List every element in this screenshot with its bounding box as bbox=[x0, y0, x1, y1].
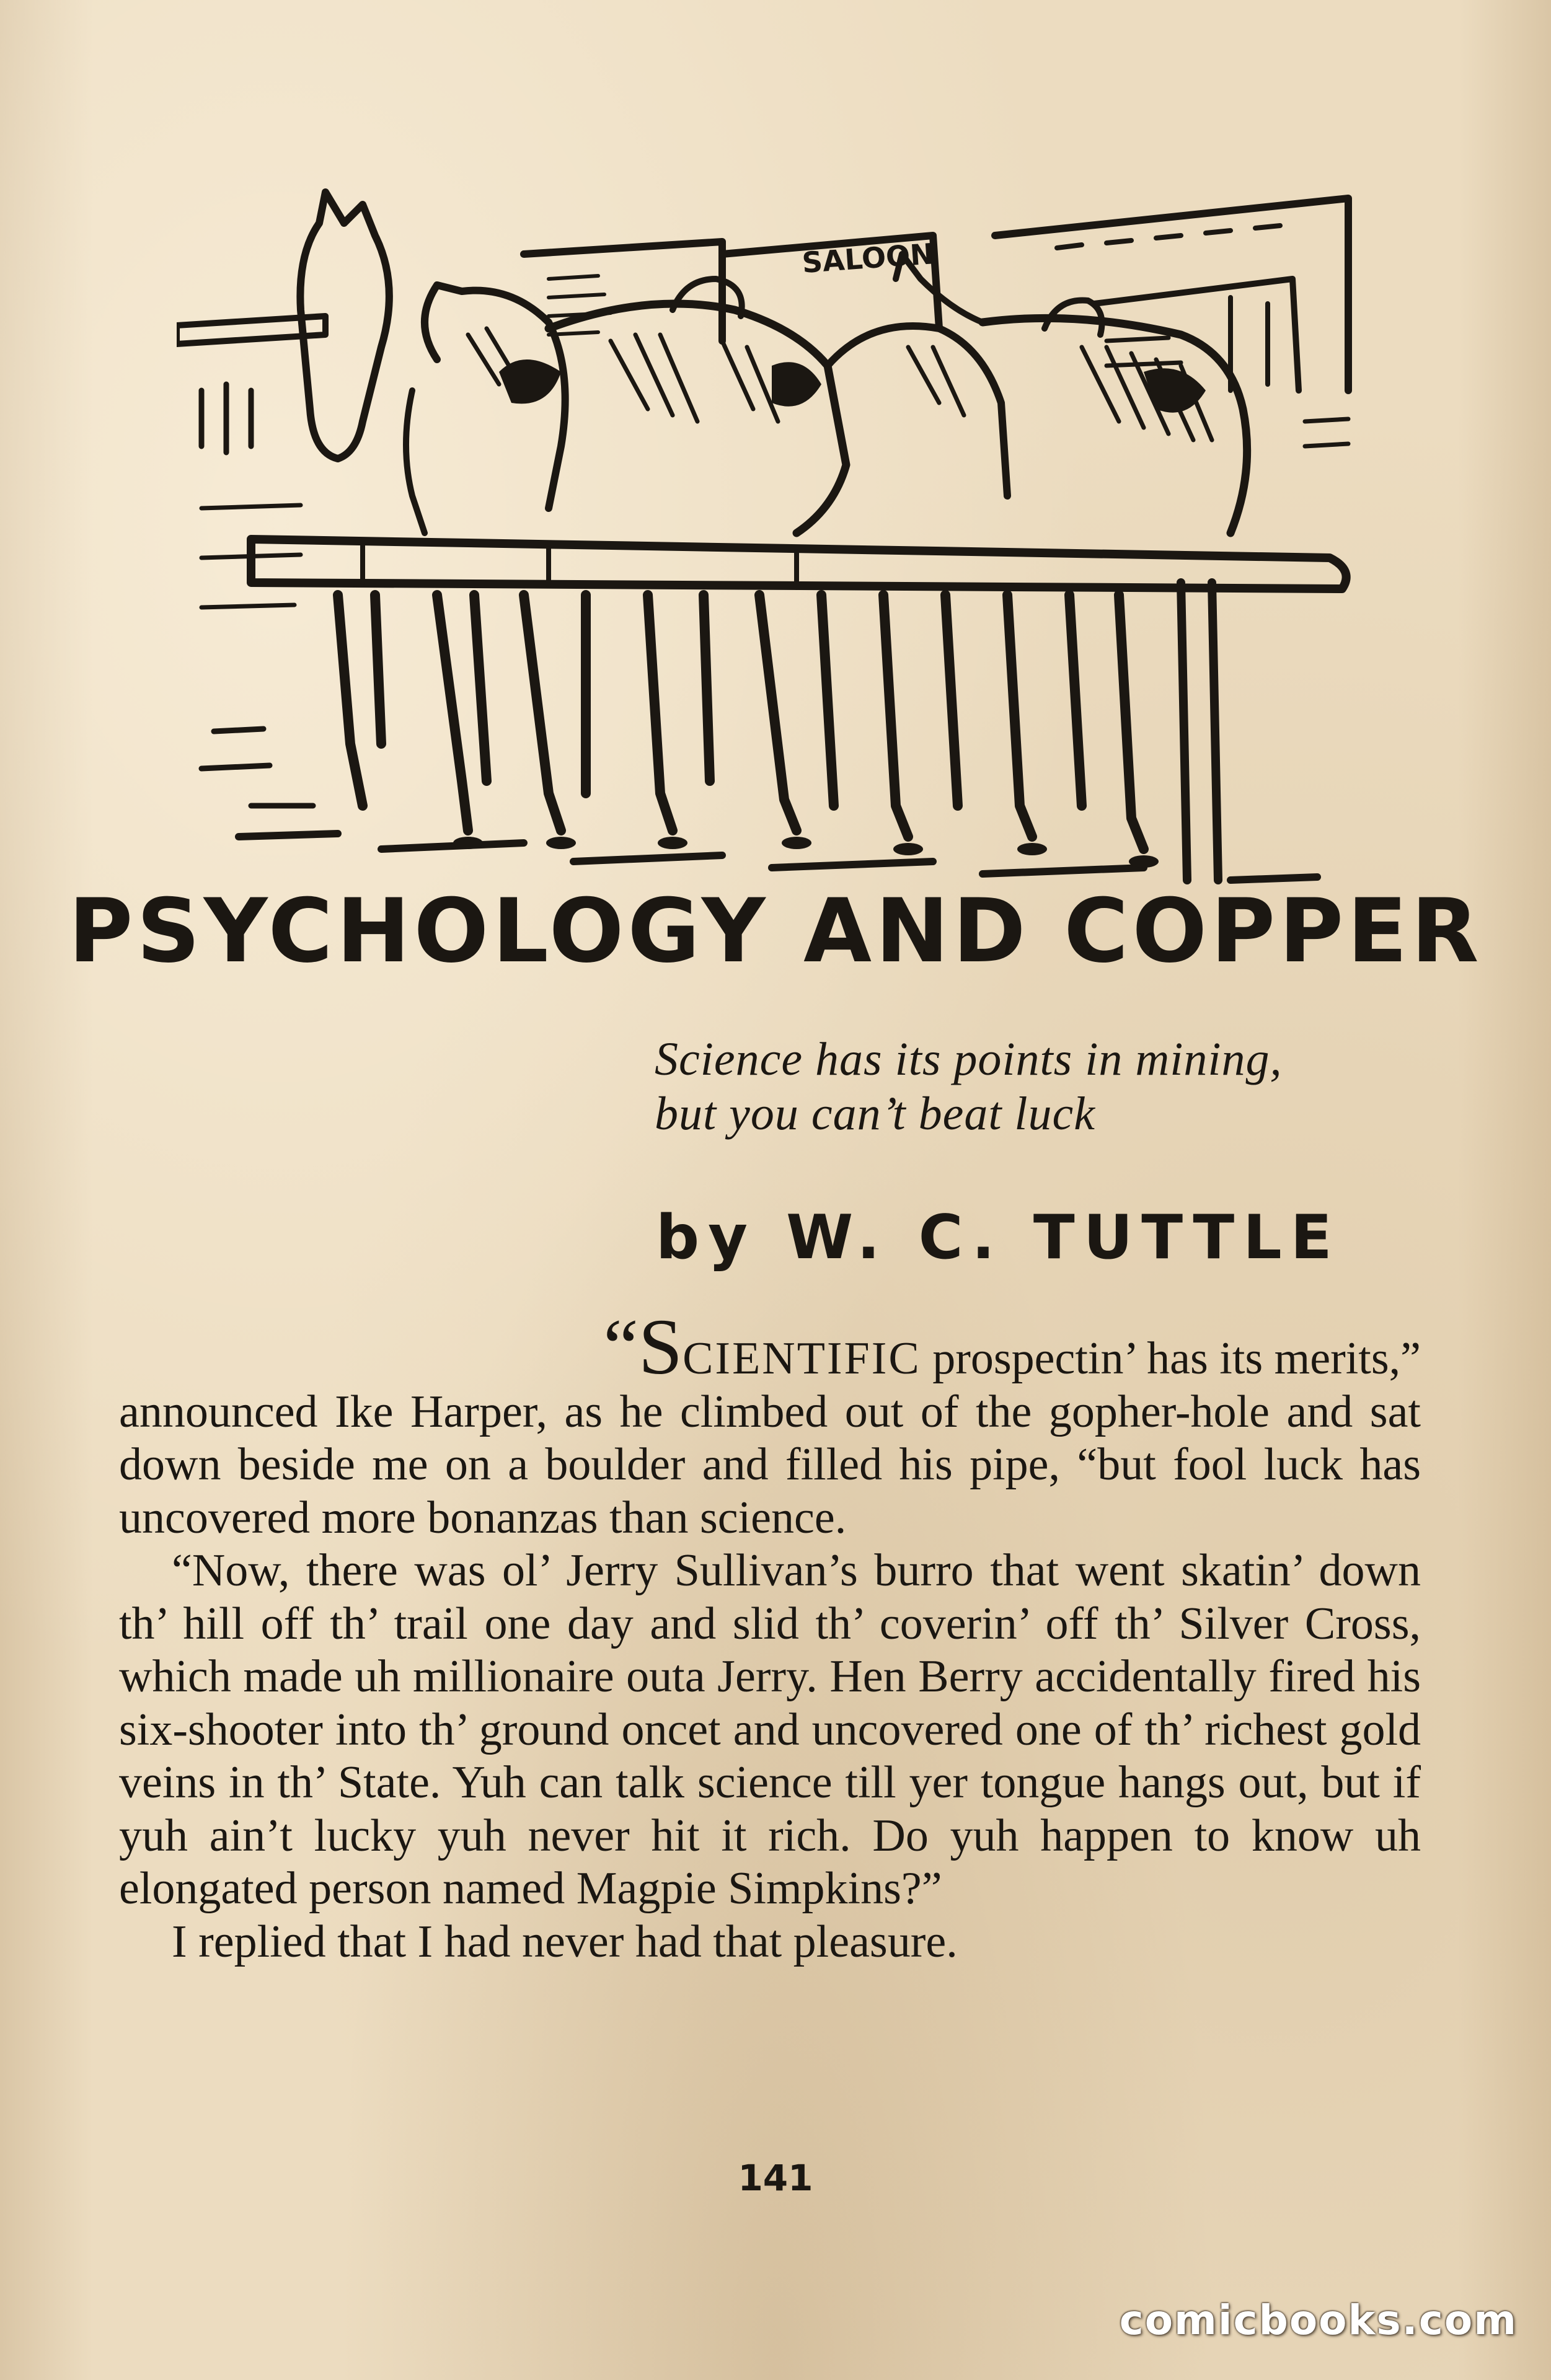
article-subtitle bbox=[655, 1032, 1282, 1141]
story-paragraph-3: I replied that I had never had that pleasure. bbox=[172, 1916, 958, 1967]
subtitle-line-2: but you can’t beat luck bbox=[655, 1088, 1096, 1140]
story-body bbox=[119, 1303, 1421, 1968]
subtitle-line-1: Science has its points in mining, bbox=[655, 1033, 1283, 1085]
saloon-sign-text: SALOON bbox=[801, 237, 935, 280]
page-number: 141 bbox=[738, 2157, 813, 2199]
article-title: PSYCHOLOGY AND COPPER bbox=[68, 880, 1483, 982]
author-byline: by W. C. TUTTLE bbox=[656, 1202, 1341, 1273]
watermark-logo: comicbooks.com bbox=[1119, 2296, 1518, 2344]
horses-at-hitching-rail-icon bbox=[177, 186, 1361, 899]
story-paragraph-1 bbox=[119, 1303, 1421, 1545]
opening-line bbox=[119, 1303, 1421, 1391]
drop-cap: “S bbox=[603, 1303, 683, 1391]
horses-illustration bbox=[177, 186, 1361, 899]
paragraph-1-text: announced Ike Harper, as he climbed out of the gopher-hole and sat down beside me on a boulder and filled his pipe, “but fool luck has uncovered more bonanzas than science. bbox=[119, 1386, 1421, 1543]
story-paragraph-2: “Now, there was ol’ Jerry Sullivan’s burro that went skatin’ down th’ hill off th’ trail one day and slid th’ coverin’ off th’ Silver Cross, which made uh millionaire outa Jerry. Hen Berry accidentally fired his six-shooter into th’ ground oncet and uncovered one of th’ richest gold veins in th’ State. Yuh can talk science till yer tongue hangs out, but if yuh ain’t lucky yuh never hit it rich. Do yuh happen to know uh elongated person named Magpie Simpkins?” bbox=[119, 1545, 1421, 1914]
opening-line-rest: prospectin’ has its merits,” bbox=[921, 1333, 1421, 1384]
opening-smallcaps: CIENTIFIC bbox=[683, 1333, 921, 1384]
